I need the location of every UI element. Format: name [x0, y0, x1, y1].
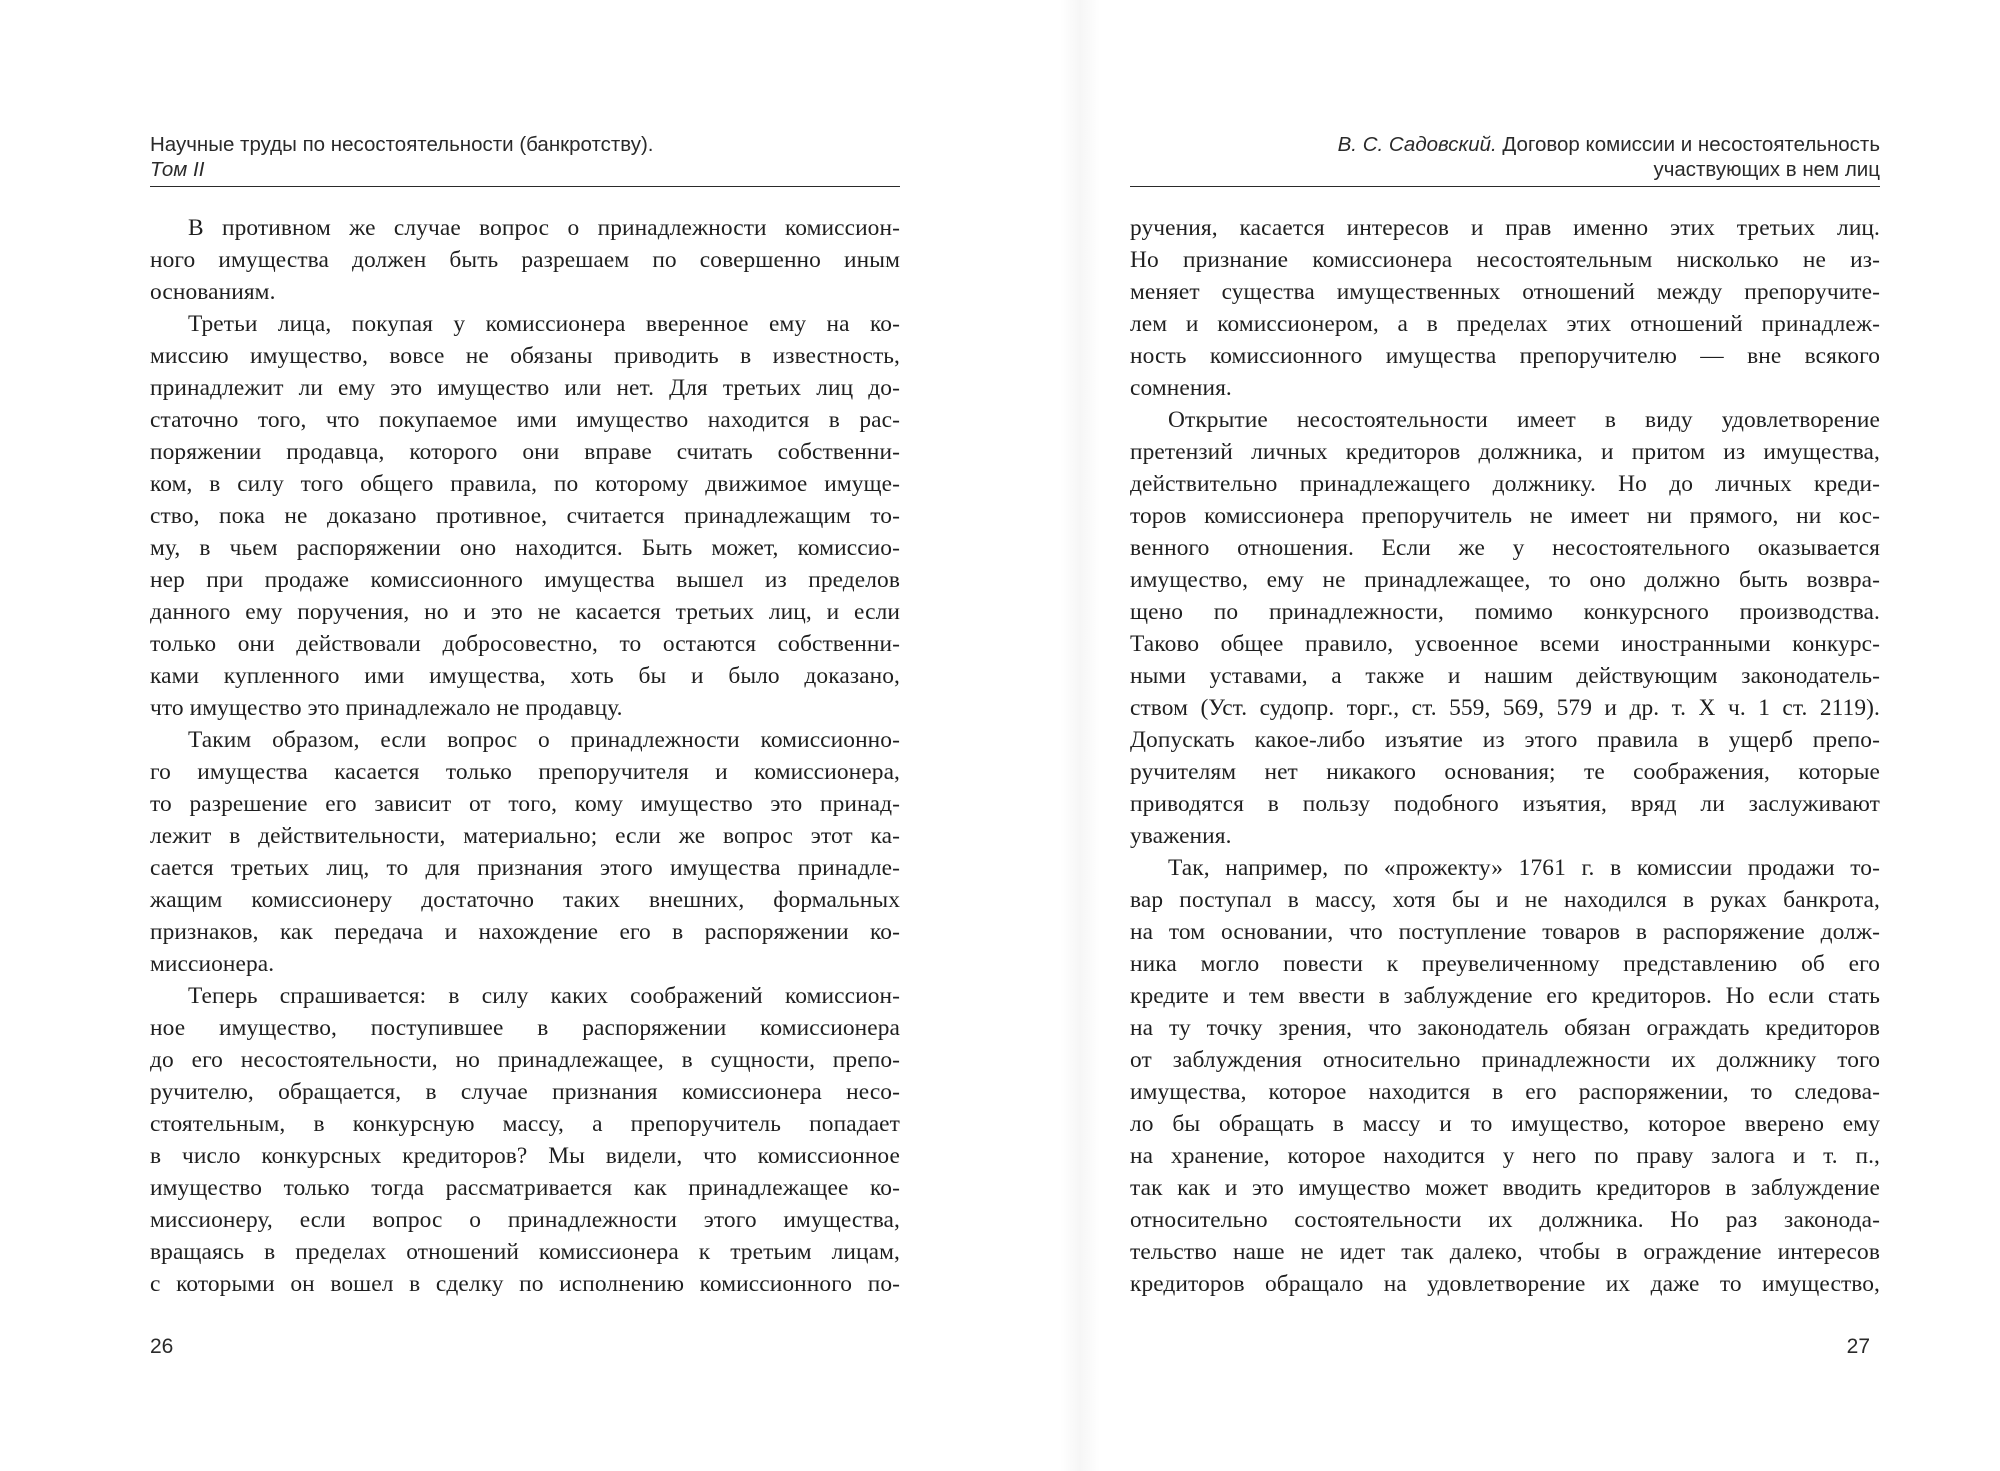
text-line: тельство наше не идет так далеко, чтобы в ограждение интересов [1130, 1239, 1880, 1265]
left-page-number: 26 [150, 1335, 174, 1358]
text-line: с которыми он вошел в сделку по исполнению комиссионного по- [150, 1271, 900, 1297]
text-line: приводятся в пользу подобного изъятия, вряд ли заслуживают [1130, 791, 1880, 817]
text-line: то разрешение его зависит от того, кому имущество это принад- [150, 791, 900, 817]
text-line: нер при продаже комиссионного имущества вышел из пределов [150, 567, 900, 593]
text-line: лежит в действительности, материально; если же вопрос этот ка- [150, 823, 900, 849]
text-line: Третьи лица, покупая у комиссионера вверенное ему на ко- [188, 311, 900, 337]
text-line: ность комиссионного имущества препоручителю — вне всякого [1130, 343, 1880, 369]
text-line: миссионера. [150, 951, 275, 977]
text-line: Так, например, по «прожекту» 1761 г. в комиссии продажи то- [1168, 855, 1880, 881]
text-line: вращаясь в пределах отношений комиссионера к третьим лицам, [150, 1239, 900, 1265]
text-line: основаниям. [150, 279, 276, 305]
text-line: ного имущества должен быть разрешаем по совершенно иным [150, 247, 900, 273]
text-line: имущества, которое находится в его распоряжении, то следова- [1130, 1079, 1880, 1105]
text-line: на ту точку зрения, что законодатель обязан ограждать кредиторов [1130, 1015, 1880, 1041]
text-line: поряжении продавца, которого они вправе считать собственни- [150, 439, 900, 465]
text-line: меняет существа имущественных отношений между препоручите- [1130, 279, 1880, 305]
text-line: до его несостоятельности, но принадлежащее, в сущности, препо- [150, 1047, 900, 1073]
right-page [1130, 0, 1880, 1471]
text-line: от заблуждения относительно принадлежности их должнику того [1130, 1047, 1880, 1073]
text-line: так как и это имущество может вводить кредиторов в заблуждение [1130, 1175, 1880, 1201]
text-line: сается третьих лиц, то для признания этого имущества принадле- [150, 855, 900, 881]
text-line: лем и комиссионером, а в пределах этих отношений принадлеж- [1130, 311, 1880, 337]
text-line: венного отношения. Если же у несостоятельного оказывается [1130, 535, 1880, 561]
text-line: статочно того, что покупаемое ими имущество находится в рас- [150, 407, 900, 433]
text-line: ручителям нет никакого основания; те соображения, которые [1130, 759, 1880, 785]
text-line: действительно принадлежащего должнику. Но до личных креди- [1130, 471, 1880, 497]
text-line: ника могло повести к преувеличенному представлению об его [1130, 951, 1880, 977]
text-line: в число конкурсных кредиторов? Мы видели, что комиссионное [150, 1143, 900, 1169]
text-line: Допускать какое-либо изъятие из этого правила в ущерб препо- [1130, 727, 1880, 753]
right-body-text [1130, 212, 1880, 1300]
text-line: жащим комиссионеру достаточно таких внешних, формальных [150, 887, 900, 913]
text-line: относительно состоятельности их должника. Но раз законода- [1130, 1207, 1880, 1233]
text-line: на том основании, что поступление товаров в распоряжение долж- [1130, 919, 1880, 945]
text-line: принадлежит ли ему это имущество или нет. Для третьих лиц до- [150, 375, 900, 401]
left-body-text [150, 212, 900, 1300]
text-line: сомнения. [1130, 375, 1232, 401]
right-running-head-line2: участвующих в нем лиц [1653, 158, 1880, 181]
text-line: ручителю, обращается, в случае признания комиссионера несо- [150, 1079, 900, 1105]
text-line: ством (Уст. судопр. торг., ст. 559, 569, 579 и др. т. X ч. 1 ст. 2119). [1130, 695, 1880, 721]
text-line: щено по принадлежности, помимо конкурсного производства. [1130, 599, 1880, 625]
text-line: миссию имущество, вовсе не обязаны приводить в известность, [150, 343, 900, 369]
text-line: В противном же случае вопрос о принадлежности комиссион- [188, 215, 900, 241]
text-line: только они действовали добросовестно, то остаются собственни- [150, 631, 900, 657]
text-line: миссионеру, если вопрос о принадлежности этого имущества, [150, 1207, 900, 1233]
text-line: имущество только тогда рассматривается как принадлежащее ко- [150, 1175, 900, 1201]
right-running-head-line1 [1130, 132, 1880, 157]
text-line: ло бы обращать в массу и то имущество, которое вверено ему [1130, 1111, 1880, 1137]
text-line: ручения, касается интересов и прав именно этих третьих лиц. [1130, 215, 1880, 241]
right-header-rule [1130, 186, 1880, 187]
text-line: ными уставами, а также и нашим действующим законодатель- [1130, 663, 1880, 689]
text-line: ное имущество, поступившее в распоряжении комиссионера [150, 1015, 900, 1041]
text-line: Таково общее правило, усвоенное всеми иностранными конкурс- [1130, 631, 1880, 657]
left-running-head [150, 132, 900, 182]
text-line: ком, в силу того общего правила, по которому движимое имуще- [150, 471, 900, 497]
text-line: стоятельным, в конкурсную массу, а препоручитель попадает [150, 1111, 900, 1137]
text-line: что имущество это принадлежало не продавцу. [150, 695, 623, 721]
text-line: Теперь спрашивается: в силу каких соображений комиссион- [188, 983, 900, 1009]
left-header-rule [150, 186, 900, 187]
text-line: Но признание комиссионера несостоятельным нисколько не из- [1130, 247, 1880, 273]
text-line: имущество, ему не принадлежащее, то оно должно быть возвра- [1130, 567, 1880, 593]
right-page-number: 27 [1846, 1335, 1870, 1358]
text-line: го имущества касается только препоручителя и комиссионера, [150, 759, 900, 785]
left-running-head-line1: Научные труды по несостоятельности (банкротству). [150, 133, 654, 156]
text-line: на хранение, которое находится у него по праву залога и т. п., [1130, 1143, 1880, 1169]
book-gutter [1060, 0, 1100, 1471]
text-line: Таким образом, если вопрос о принадлежности комиссионно- [188, 727, 900, 753]
text-line: торов комиссионера препоручитель не имеет ни прямого, ни кос- [1130, 503, 1880, 529]
text-line: ство, пока не доказано противное, считается принадлежащим то- [150, 503, 900, 529]
text-line: Открытие несостоятельности имеет в виду удовлетворение [1168, 407, 1880, 433]
text-line: кредиторов обращало на удовлетворение их даже то имущество, [1130, 1271, 1880, 1297]
text-line: признаков, как передача и нахождение его в распоряжении ко- [150, 919, 900, 945]
text-line: му, в чьем распоряжении оно находится. Быть может, комиссио- [150, 535, 900, 561]
right-running-head [1130, 132, 1880, 182]
right-running-head-author: В. С. Садовский. [1337, 133, 1497, 156]
left-page [150, 0, 900, 1471]
text-line: уважения. [1130, 823, 1232, 849]
text-line: данного ему поручения, но и это не касается третьих лиц, и если [150, 599, 900, 625]
text-line: кредите и тем ввести в заблуждение его кредиторов. Но если стать [1130, 983, 1880, 1009]
text-line: ками купленного ими имущества, хоть бы и было доказано, [150, 663, 900, 689]
text-line: вар поступал в массу, хотя бы и не находился в руках банкрота, [1130, 887, 1880, 913]
left-running-head-line2: Том II [150, 158, 205, 181]
right-running-head-title: Договор комиссии и несостоятельность [1496, 133, 1880, 156]
text-line: претензий личных кредиторов должника, и притом из имущества, [1130, 439, 1880, 465]
